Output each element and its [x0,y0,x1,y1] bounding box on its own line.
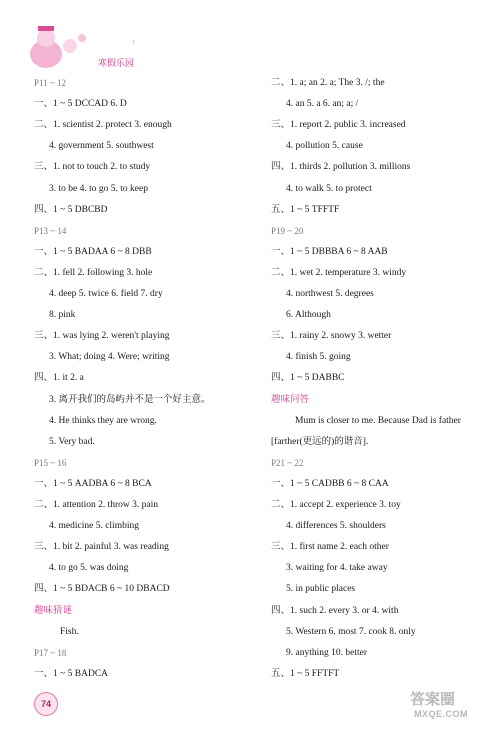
answer-line: 一、1 ~ 5 BADCA [34,668,109,679]
answer-line: 二、1. attention 2. throw 3. pain [34,500,159,510]
answer-line: 一、1 ~ 5 AADBA 6 ~ 8 BCA [34,478,152,489]
page-range-heading: P15 ~ 16 [34,457,67,468]
answer-line: 一、1 ~ 5 DCCAD 6. D [34,99,127,110]
answer-line: 二、1. scientist 2. protect 3. enough [34,120,172,131]
answer-line: 3. What; doing 4. Were; writing [49,352,170,363]
answer-line: 三、1. first name 2. each other [271,542,389,553]
answer-line: 4. deep 5. twice 6. field 7. dry [49,289,163,299]
answer-line: 一、1 ~ 5 BADAA 6 ~ 8 DBB [34,246,152,257]
answer-line: 一、1 ~ 5 CADBB 6 ~ 8 CAA [271,478,389,489]
page-number: 74 [34,692,58,716]
answer-line: [farther(更远的)的谐音]. [271,436,369,447]
answer-line: Fish. [60,626,79,637]
page-range-heading: P11 ~ 12 [34,78,67,88]
page-range-heading: P17 ~ 18 [34,647,67,658]
answer-line: 4. differences 5. shoulders [286,521,386,532]
answer-line: 4. to go 5. was doing [49,563,129,574]
answer-line: 5. Western 6. most 7. cook 8. only [286,626,416,637]
answer-line: 4. northwest 5. degrees [286,289,374,299]
brand-subtitle: 寒假乐园 [98,59,135,69]
answer-line: 4. pollution 5. cause [286,141,363,152]
answer-line: 四、1. such 2. every 3. or 4. with [271,605,399,616]
answer-line: 三、1. not to touch 2. to study [34,162,151,173]
page-range-heading: P13 ~ 14 [34,225,67,236]
fun-section-heading: 趣味猜谜 [34,605,73,616]
answer-line: 三、1. was lying 2. weren't playing [34,331,170,342]
fun-section-heading: 趣味问答 [271,394,310,405]
answer-line: 二、1. a; an 2. a; The 3. /; the [271,78,385,88]
answer-line: 4. government 5. southwest [49,141,154,152]
answer-line: 二、1. accept 2. experience 3. toy [271,500,401,510]
snowman-hat-icon [38,26,54,31]
answer-line: 四、1 ~ 5 DBCBD [34,204,108,215]
answer-line: 5. Very bad. [49,436,95,447]
answer-line: 四、1 ~ 5 BDACB 6 ~ 10 DBACD [34,584,170,595]
answer-line: 三、1. bit 2. painful 3. was reading [34,542,169,553]
answer-line: Mum is closer to me. Because Dad is father [295,415,461,426]
answer-line: 二、1. fell 2. following 3. hole [34,267,153,278]
answer-line: 五、1 ~ 5 TFFTF [271,204,340,215]
answer-line: 四、1 ~ 5 DABBC [271,373,345,384]
answer-line: 4. finish 5. going [286,352,351,363]
answer-line: 四、1. it 2. a [34,373,84,384]
answer-line: 三、1. report 2. public 3. increased [271,120,406,131]
answer-line: 五、1 ~ 5 FFTFT [271,668,340,679]
answer-line: 四、1. thirds 2. pollution 3. millions [271,162,411,173]
brand-title: 新课标 [94,34,148,55]
answer-line: 3. 离开我们的岛屿并不是一个好主意。 [49,394,211,405]
answer-line: 3. to be 4. to go 5. to keep [49,183,148,194]
snowman-head-icon [37,29,55,47]
answer-line: 一、1 ~ 5 DBBBA 6 ~ 8 AAB [271,246,388,257]
watermark-url: MXQE.COM [414,709,469,719]
answer-line: 3. waiting for 4. take away [286,563,388,574]
answer-line: 二、1. wet 2. temperature 3. windy [271,267,407,278]
answer-line: 6. Although [286,310,331,321]
answer-line: 4. He thinks they are wrong. [49,415,157,426]
answer-line: 三、1. rainy 2. snowy 3. wetter [271,331,392,342]
answer-line: 5. in public places [286,584,356,595]
page-range-heading: P19 ~ 20 [271,225,304,236]
answer-line: 4. to walk 5. to protect [286,183,372,194]
header-logo [22,20,172,80]
answer-line: 9. anything 10. better [286,647,367,658]
answer-line: 4. an 5. a 6. an; a; / [286,99,359,110]
page-range-heading: P21 ~ 22 [271,457,304,468]
answer-line: 4. medicine 5. climbing [49,521,139,532]
answer-line: 8. pink [49,310,76,321]
watermark-logo: 答案圈 [410,691,456,708]
